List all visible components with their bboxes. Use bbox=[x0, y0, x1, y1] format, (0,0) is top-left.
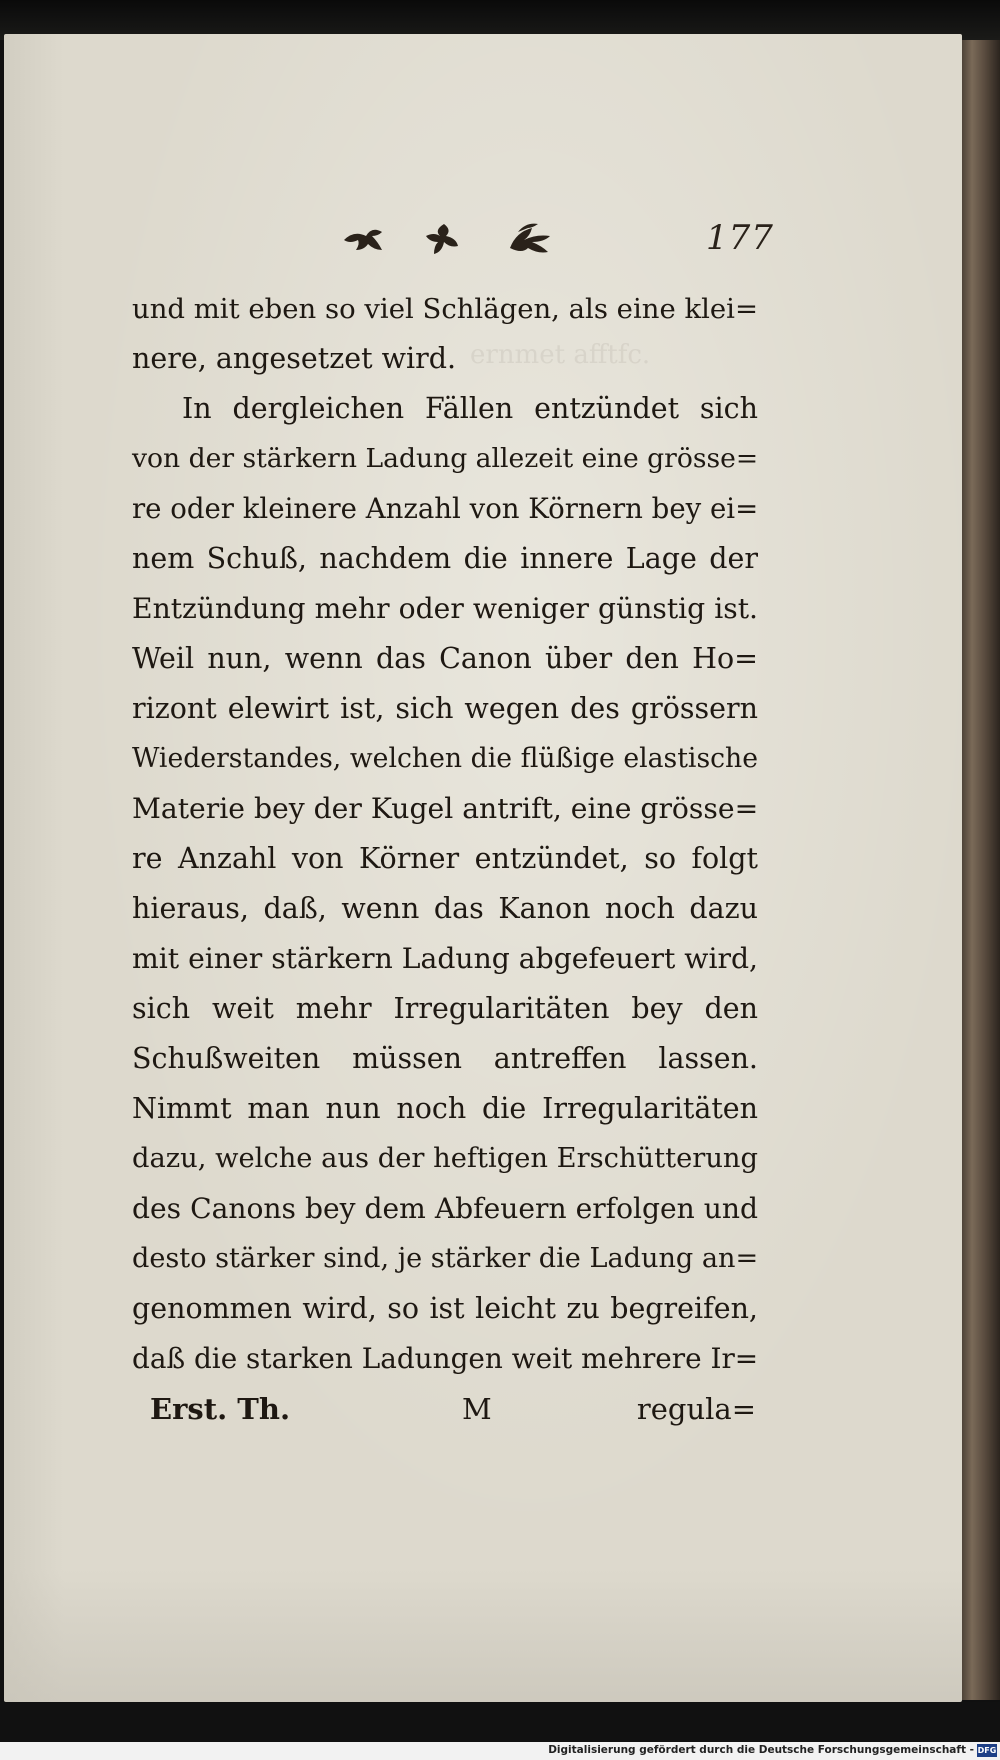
page-edge-shadow bbox=[962, 40, 1000, 1700]
text-line: Materie bey der Kugel antrift, eine grösse= bbox=[132, 792, 759, 825]
text-line: sich weit mehr Irregularitäten bey den bbox=[132, 992, 758, 1025]
text-line: daß die starken Ladungen weit mehrere Ir= bbox=[132, 1342, 759, 1375]
text-line: desto stärker sind, je stärker die Ladung an= bbox=[132, 1243, 759, 1274]
text-line: hieraus, daß, wenn das Kanon noch dazu bbox=[132, 892, 758, 925]
text-line: Entzündung mehr oder weniger günstig ist. bbox=[132, 592, 758, 625]
text-line: re Anzahl von Körner entzündet, so folgt bbox=[132, 842, 758, 875]
text-line: In dergleichen Fällen entzündet sich bbox=[182, 392, 758, 425]
digitization-credit-bar bbox=[0, 1742, 1000, 1760]
text-line: des Canons bey dem Abfeuern erfolgen und bbox=[132, 1192, 758, 1225]
page-number: 177 bbox=[706, 218, 774, 258]
body-text bbox=[132, 284, 758, 1384]
text-line: dazu, welche aus der heftigen Erschütterung bbox=[132, 1143, 758, 1174]
show-through-text: ernmet afftfc. bbox=[470, 340, 651, 370]
signature-mark: M bbox=[462, 1392, 492, 1426]
signature: Erst. Th. bbox=[150, 1392, 291, 1426]
text-line: nere, angesetzet wird. bbox=[132, 342, 457, 375]
text-line: genommen wird, so ist leicht zu begreifen, bbox=[132, 1292, 758, 1325]
text-line: mit einer stärkern Ladung abgefeuert wird, bbox=[132, 942, 758, 975]
dfg-logo: DFG bbox=[977, 1746, 997, 1755]
page-footer-line bbox=[150, 1384, 756, 1434]
text-line: von der stärkern Ladung allezeit eine grösse= bbox=[132, 443, 759, 474]
ornament-icon bbox=[340, 218, 580, 258]
text-line: Nimmt man nun noch die Irregularitäten bbox=[132, 1092, 758, 1125]
text-line: nem Schuß, nachdem die innere Lage der bbox=[132, 542, 758, 575]
text-line: rizont elewirt ist, sich wegen des grössern bbox=[132, 692, 758, 725]
digitization-credit: Digitalisierung gefördert durch die Deutsche Forschungsgemeinschaft - bbox=[548, 1744, 974, 1756]
scan-bottom-edge bbox=[0, 1702, 1000, 1742]
catchword: regula= bbox=[636, 1392, 756, 1426]
text-line: Weil nun, wenn das Canon über den Ho= bbox=[132, 642, 758, 675]
text-line: Wiederstandes, welchen die flüßige elastische bbox=[132, 743, 758, 774]
text-line: re oder kleinere Anzahl von Körnern bey ei= bbox=[132, 492, 759, 525]
text-line: Schußweiten müssen antreffen lassen. bbox=[132, 1042, 758, 1075]
text-line: und mit eben so viel Schlägen, als eine klei= bbox=[132, 293, 758, 325]
